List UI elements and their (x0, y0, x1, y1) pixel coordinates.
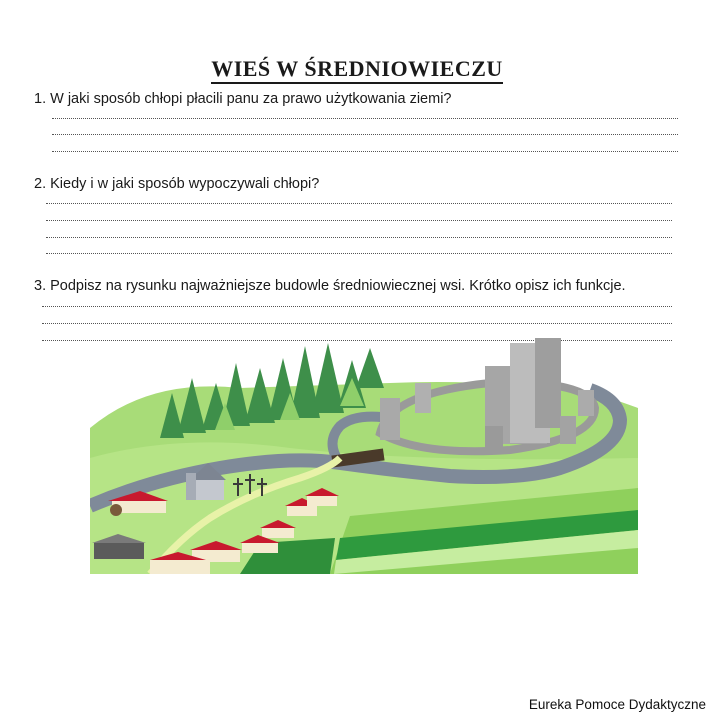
answer-line (46, 203, 672, 204)
answer-line (46, 253, 672, 254)
answer-line (46, 237, 672, 238)
worksheet-title-text: WIEŚ W ŚREDNIOWIECZU (211, 56, 503, 84)
answer-line (52, 151, 678, 152)
answer-line (52, 134, 678, 135)
footer-credit: Eureka Pomoce Dydaktyczne (528, 697, 706, 712)
village-illustration (90, 338, 638, 574)
answer-line (46, 220, 672, 221)
question-3: 3. Podpisz na rysunku najważniejsze budowle średniowiecznej wsi. Krótko opisz ich funkcje. (34, 278, 626, 294)
answer-line (42, 306, 672, 307)
question-1: 1. W jaki sposób chłopi płacili panu za prawo użytkowania ziemi? (34, 91, 452, 107)
answer-line (42, 323, 672, 324)
answer-line (52, 118, 678, 119)
worksheet-title (0, 56, 714, 82)
question-2: 2. Kiedy i w jaki sposób wypoczywali chłopi? (34, 176, 320, 192)
